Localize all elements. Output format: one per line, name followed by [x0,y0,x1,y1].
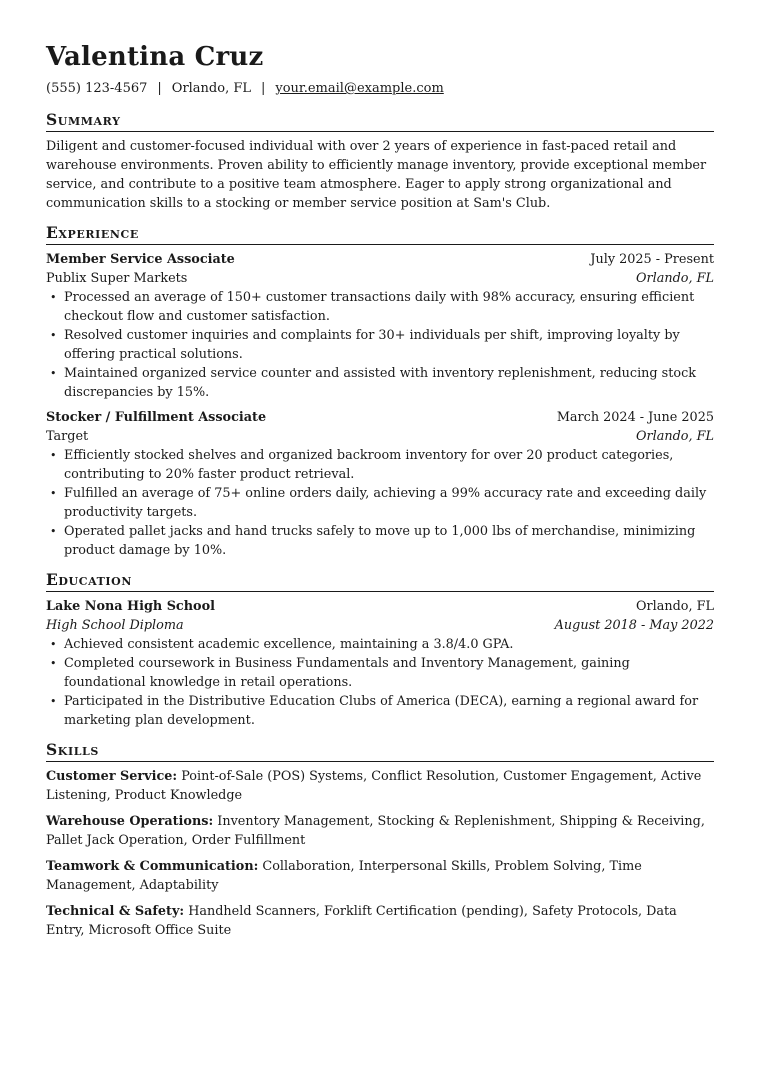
skill-label: Technical & Safety: [46,904,185,919]
job-location: Orlando, FL [636,429,714,444]
skills-list [46,767,714,940]
education-dates: August 2018 - May 2022 [554,618,714,633]
job-role: Stocker / Fulfillment Associate [46,410,267,425]
job-bullets [46,288,714,402]
education-header-row [46,597,714,616]
candidate-name: Valentina Cruz [46,42,264,72]
skill-line [46,812,714,850]
bullet-icon: • [50,487,57,500]
contact-line [46,80,714,98]
list-item: • Fulfilled an average of 75+ online orders daily, achieving a 99% accuracy rate and exceeding daily productivity targets. [50,486,707,520]
job-dates: March 2024 - June 2025 [556,410,714,425]
skill-text: Collaboration, Interpersonal Skills, Problem Solving, Time Management, Adaptability [46,859,642,893]
bullet-icon: • [50,525,57,538]
summary-text: Diligent and customer-focused individual with over 2 years of experience in fast-paced retail and warehouse environments. Proven ability to efficiently manage inventory, provide exceptional member service, and contribute to a positive team atmosphere. Eager to apply strong organizational and communication skills to a stocking or member service position at Sam's Club. [46,139,707,211]
job-entry [46,408,714,560]
section-title-skills: Skills [46,740,714,762]
location: Orlando, FL [171,81,251,96]
list-item: • Operated pallet jacks and hand trucks safely to move up to 1,000 lbs of merchandise, minimizing product damage by 10%. [50,524,696,558]
job-role: Member Service Associate [46,252,235,267]
list-item: • Resolved customer inquiries and complaints for 30+ individuals per shift, improving loyalty by offering practical solutions. [50,328,680,362]
list-item: • Processed an average of 150+ customer transactions daily with 98% accuracy, ensuring efficient checkout flow and customer satisfaction. [50,290,695,324]
job-entry [46,250,714,402]
job-header-row [46,408,714,427]
skill-label: Customer Service: [46,769,178,784]
education-bullets [46,635,714,730]
job-company-row [46,269,714,288]
list-item: • Maintained organized service counter and assisted with inventory replenishment, reducing stock discrepancies by 15%. [50,366,697,400]
job-company: Publix Super Markets [46,271,188,286]
skill-line [46,902,714,940]
section-title-summary: Summary [46,110,714,132]
bullet-icon: • [50,657,57,670]
skill-text: Point-of-Sale (POS) Systems, Conflict Resolution, Customer Engagement, Active Listening, Product Knowledge [46,769,702,803]
skill-text: Inventory Management, Stocking & Replenishment, Shipping & Receiving, Pallet Jack Operation, Order Fulfillment [46,814,705,848]
contact-separator: | [157,81,162,96]
contact-separator: | [261,81,266,96]
phone-number: (555) 123-4567 [46,81,148,96]
list-item: • Efficiently stocked shelves and organized backroom inventory for over 20 product categories, contributing to 20% faster product retrieval. [50,448,674,482]
education-entry [46,597,714,730]
job-bullets [46,446,714,560]
section-title-experience: Experience [46,223,714,245]
job-company-row [46,427,714,446]
bullet-icon: • [50,291,57,304]
skill-label: Warehouse Operations: [46,814,214,829]
bullet-icon: • [50,367,57,380]
list-item: • Completed coursework in Business Fundamentals and Inventory Management, gaining foundational knowledge in retail operations. [50,656,630,690]
skill-text: Handheld Scanners, Forklift Certification (pending), Safety Protocols, Data Entry, Microsoft Office Suite [46,904,677,938]
section-title-education: Education [46,570,714,592]
school-location: Orlando, FL [636,599,714,614]
bullet-icon: • [50,449,57,462]
job-location: Orlando, FL [636,271,714,286]
list-item: • Achieved consistent academic excellence, maintaining a 3.8/4.0 GPA. [50,637,514,652]
skill-line [46,857,714,895]
degree: High School Diploma [46,618,184,633]
school-name: Lake Nona High School [46,599,215,614]
bullet-icon: • [50,638,57,651]
email-link[interactable]: your.email@example.com [275,81,444,96]
list-item: • Participated in the Distributive Education Clubs of America (DECA), earning a regional award for marketing plan development. [50,694,699,728]
job-header-row [46,250,714,269]
skill-label: Teamwork & Communication: [46,859,259,874]
skill-line [46,767,714,805]
bullet-icon: • [50,695,57,708]
job-company: Target [46,429,89,444]
job-dates: July 2025 - Present [590,252,714,267]
education-degree-row [46,616,714,635]
bullet-icon: • [50,329,57,342]
